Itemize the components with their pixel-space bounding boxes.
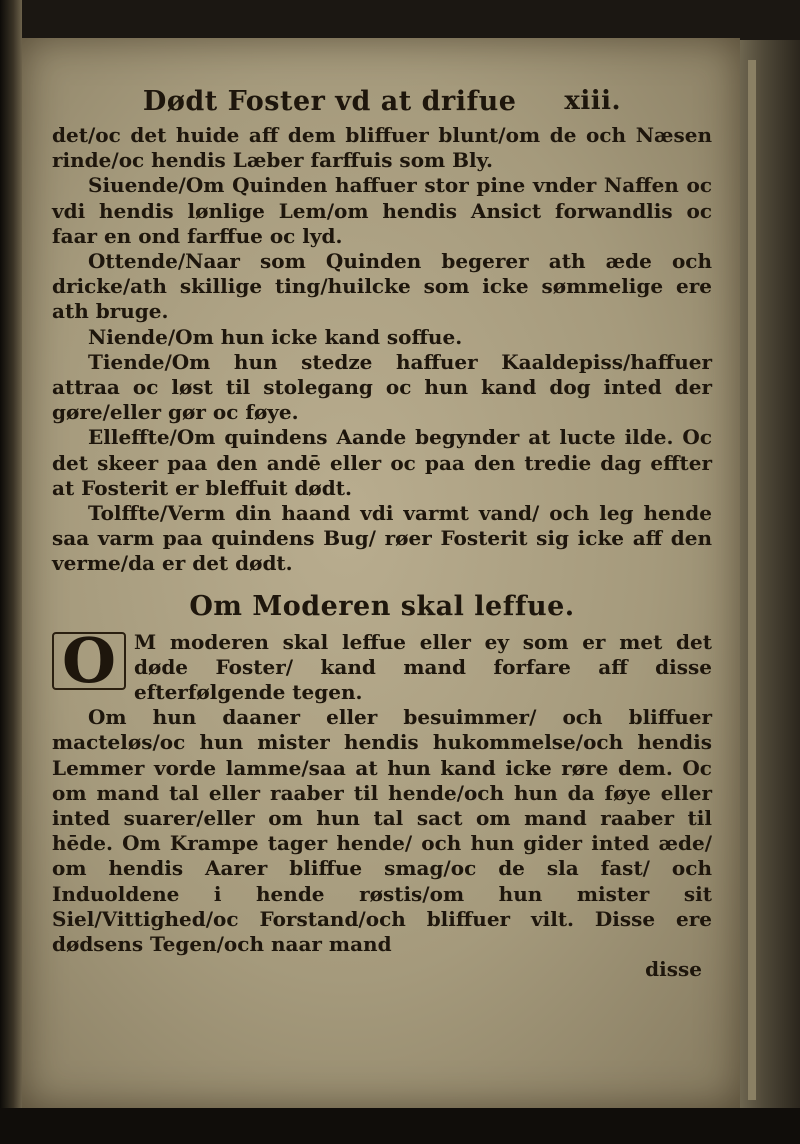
first-paragraph: [52, 623, 712, 706]
paragraph: Tiende/Om hun stedze haffuer Kaaldepiss/haffuer attraa oc løst til stolegang oc hun kand dog inted der gøre/eller gør oc føye.: [52, 349, 712, 425]
paragraph: det/oc det huide aff dem bliffuer blunt/om de och Næsen rinde/oc hendis Læber farffuis som Bly.: [52, 123, 712, 173]
page-edge-strip: [748, 60, 756, 1100]
paragraph: Niende/Om hun icke kand soffue.: [88, 324, 463, 349]
paragraph: Siuende/Om Quinden haffuer stor pine vnder Naffen oc vdi hendis lønlige Lem/om hendis Ansict forwandlis oc faar en ond farffue oc lyd.: [52, 173, 712, 248]
book-spine: [0, 0, 22, 1144]
background-shadow: [0, 1108, 800, 1144]
catchword: disse: [645, 957, 702, 982]
section-title: Om Moderen skal leffue.: [189, 590, 575, 622]
page-text: [52, 86, 712, 981]
paragraph: Ottende/Naar som Quinden begerer ath æde och dricke/ath skillige ting/huilcke som icke sømmelige ere ath bruge.: [52, 249, 712, 324]
running-title: Dødt Foster vd at drifue: [142, 86, 517, 117]
first-paragraph-text: M moderen skal leffue eller ey som er met det døde Foster/ kand mand forfare aff disse efterfølgende tegen.: [134, 629, 712, 705]
paragraph: Tolffte/Verm din haand vdi varmt vand/ och leg hende saa varm paa quindens Bug/ røer Fosterit sig icke aff den verme/da er det dødt.: [52, 501, 712, 576]
drop-cap: O: [52, 632, 126, 690]
folio-number: xiii.: [564, 86, 622, 116]
paragraph: Om hun daaner eller besuimmer/ och bliffuer macteløs/oc hun mister hendis hukommelse/och hendis Lemmer vorde lamme/saa at hun kand icke røre dem. Oc om mand tal eller raaber til hende/och hun da føye eller inted suarer/eller om hun tal sact om mand raaber til hēde. Om Krampe tager hende/ och hun gider inted æde/ om hendis Aarer bliffue smag/oc de sla fast/ och Induoldene i hende røstis/om hun mister sit Siel/Vittighed/oc Forstand/och bliffuer vilt. Disse ere dødsens Tegen/och naar mand: [52, 705, 712, 957]
running-header: [52, 86, 712, 117]
paragraph: Elleffte/Om quindens Aande begynder at lucte ilde. Oc det skeer paa den andē eller oc paa den tredie dag effter at Fosterit er bleffuit dødt.: [52, 425, 712, 500]
